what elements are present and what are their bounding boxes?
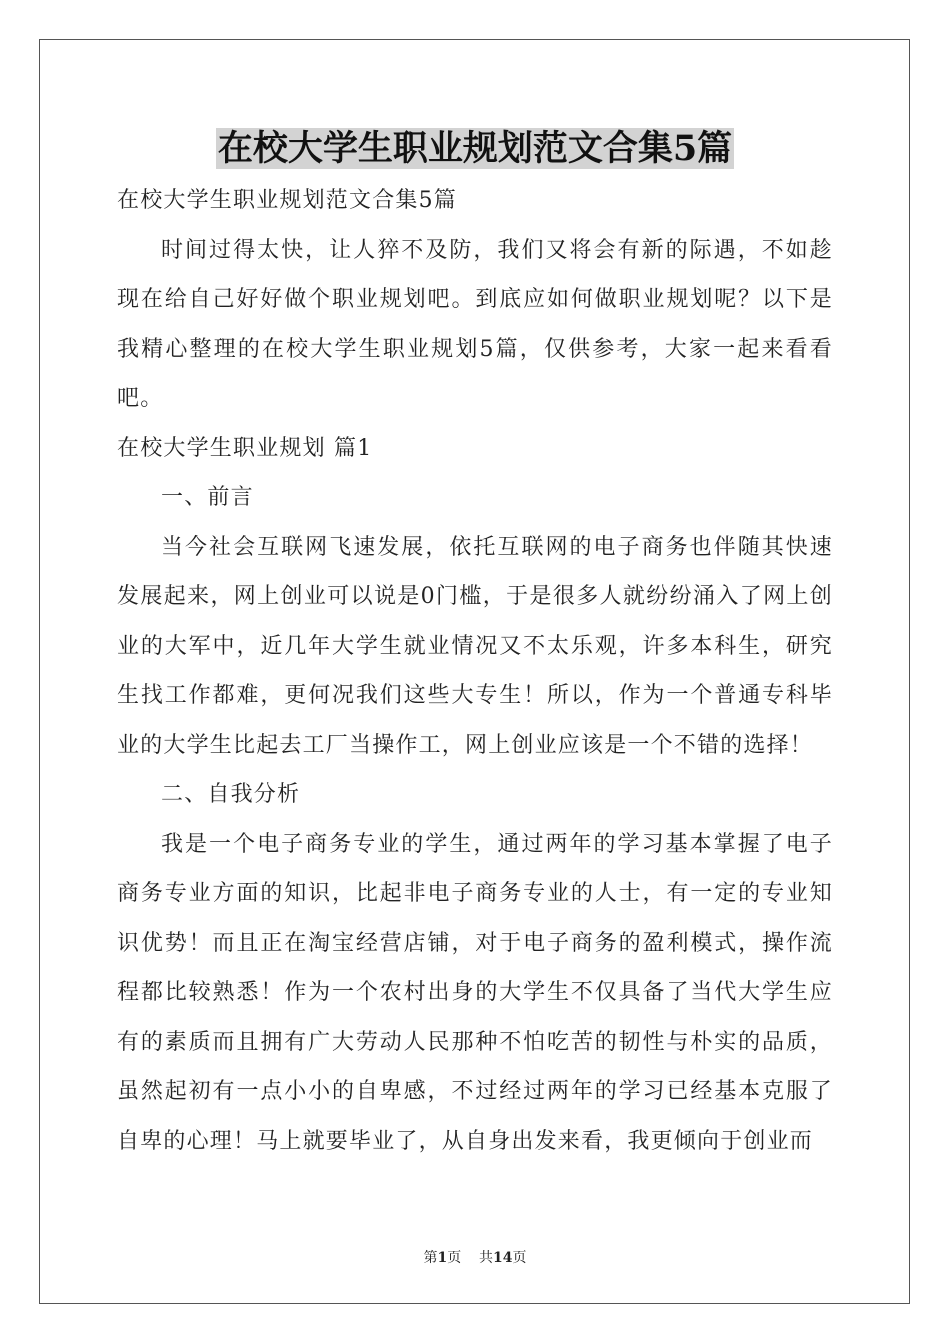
page-prefix: 第 [423, 1250, 438, 1266]
document-body [117, 176, 833, 1166]
body-paragraph: 我是一个电子商务专业的学生，通过两年的学习基本掌握了电子商务专业方面的知识，比起非电子商务专业的人士，有一定的专业知识优势！而且正在淘宝经营店铺，对于电子商务的盈利模式，操作流程都比较熟悉！作为一个农村出身的大学生不仅具备了当代大学生应有的素质而且拥有广大劳动人民那种不怕吃苦的韧性与朴实的品质，虽然起初有一点小小的自卑感，不过经过两年的学习已经基本克服了自卑的心理！马上就要毕业了，从自身出发来看，我更倾向于创业而 [117, 831, 833, 1154]
page-suffix: 页 [447, 1250, 462, 1266]
body-paragraph: 当今社会互联网飞速发展，依托互联网的电子商务也伴随其快速发展起来，网上创业可以说是0门槛，于是很多人就纷纷涌入了网上创业的大军中，近几年大学生就业情况又不太乐观，许多本科生，研究生找工作都难，更何况我们这些大专生！所以，作为一个普通专科毕业的大学生比起去工厂当操作工，网上创业应该是一个不错的选择！ [117, 534, 833, 758]
page-number: 1 [437, 1250, 448, 1266]
document-title [0, 126, 950, 172]
body-paragraph: 一、前言 [161, 485, 254, 510]
body-paragraph: 在校大学生职业规划 篇1 [117, 435, 373, 461]
page-footer [0, 1247, 950, 1267]
document-title-text: 在校大学生职业规划范文合集5篇 [217, 128, 733, 169]
total-prefix: 共 [479, 1250, 494, 1266]
total-suffix: 页 [512, 1250, 527, 1266]
body-paragraph: 在校大学生职业规划范文合集5篇 [117, 188, 457, 213]
total-pages: 14 [493, 1250, 513, 1266]
body-paragraph: 二、自我分析 [161, 782, 301, 807]
body-paragraph: 时间过得太快，让人猝不及防，我们又将会有新的际遇，不如趁现在给自己好好做个职业规划吧。到底应如何做职业规划呢？以下是我精心整理的在校大学生职业规划5篇，仅供参考，大家一起来看看吧。 [117, 237, 833, 411]
